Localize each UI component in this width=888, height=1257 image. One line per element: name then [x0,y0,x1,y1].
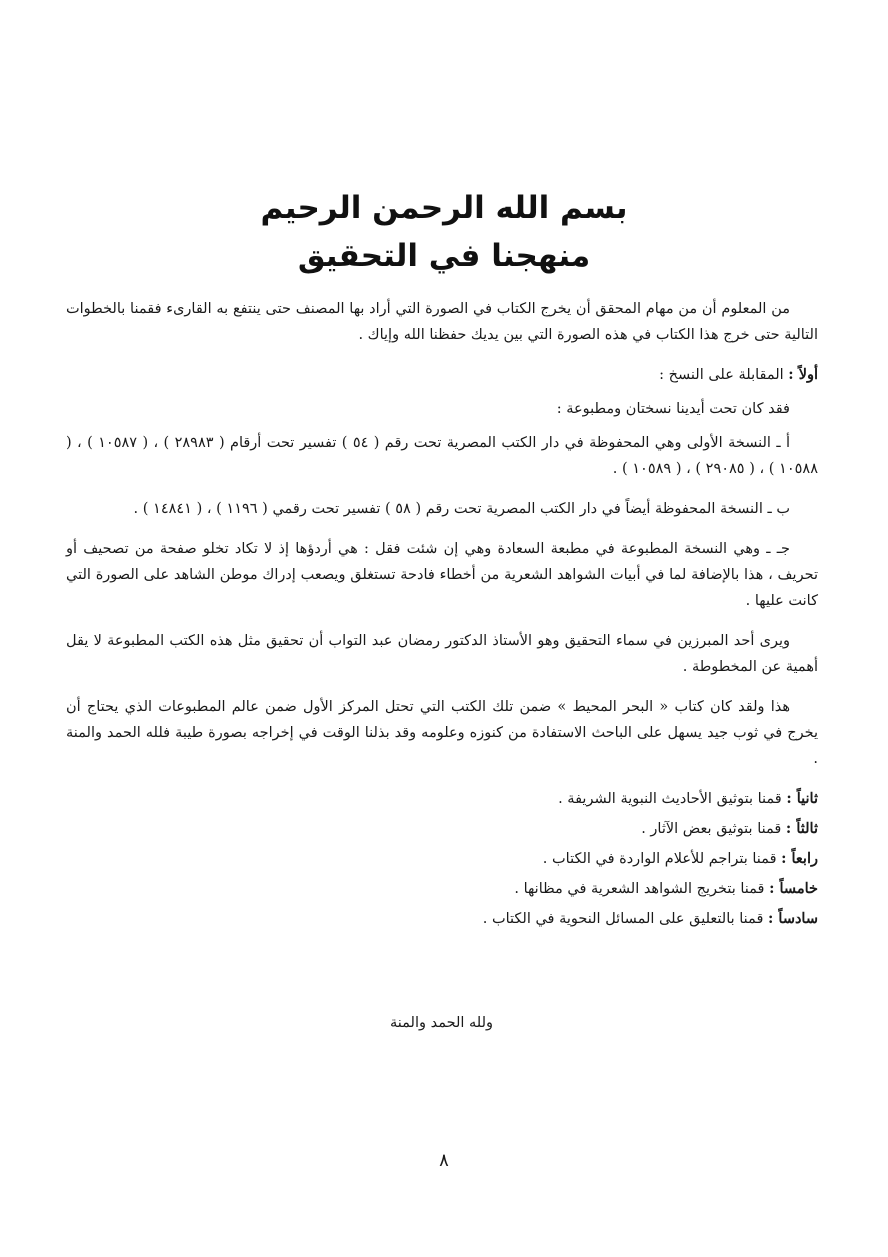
copies-intro: فقد كان تحت أيدينا نسختان ومطبوعة : [556,401,790,417]
basmala-heading: بسم الله الرحمن الرحيم [260,190,628,226]
first-step [66,362,818,388]
step-text: قمنا بتوثيق بعض الآثار . [641,821,782,837]
copy-a-paragraph: أ ـ النسخة الأولى وهي المحفوظة في دار الكتب المصرية تحت رقم ( ٥٤ ) تفسير تحت أرقام ( ٢٨٩٨٣ ) ، ( ١٠٥٨٧ ) ، ( ١٠٥٨٨ ) ، ( ٢٩٠٨٥ ) ، ( ١٠٥٨٩ ) . [66,435,818,477]
list-item [66,906,818,932]
bahr-paragraph: هذا ولقد كان كتاب « البحر المحيط » ضمن تلك الكتب التي تحتل المركز الأول ضمن عالم المطبوعات الذي يحتاج أن يخرج في ثوب جيد يسهل على الباحث الاستفادة من كنوزه وعلومه وقد بذلنا الوقت في إخراجه بصورة طيبة فلله الحمد والمنة . [66,699,818,767]
step-lead: سادساً : [768,910,818,927]
step-lead: خامساً : [769,880,818,897]
page-title: منهجنا في التحقيق [297,238,591,274]
list-item [66,816,818,842]
steps-list [66,786,818,932]
copy-b-paragraph: ب ـ النسخة المحفوظة أيضاً في دار الكتب المصرية تحت رقم ( ٥٨ ) تفسير تحت رقمي ( ١١٩٦ ) ، ( ١٤٨٤١ ) . [133,501,790,517]
page-number: ٨ [439,1150,449,1171]
first-step-text: المقابلة على النسخ : [659,367,784,383]
step-lead: ثالثاً : [785,820,818,837]
closing-line: ولله الحمد والمنة [390,1015,493,1031]
list-item [66,846,818,872]
body-text [66,296,818,936]
step-lead: رابعاً : [781,850,818,867]
step-lead: ثانياً : [786,790,818,807]
intro-paragraph: من المعلوم أن من مهام المحقق أن يخرج الكتاب في الصورة التي أراد بها المصنف حتى ينتفع به القارىء فقمنا بالخطوات التالية حتى خرج هذا الكتاب في هذه الصورة التي بين يديك حفظنا الله وإياك . [66,301,818,343]
step-text: قمنا بتراجم للأعلام الواردة في الكتاب . [542,851,777,867]
first-step-lead: أولاً : [788,366,818,383]
list-item [66,876,818,902]
list-item [66,786,818,812]
step-text: قمنا بتوثيق الأحاديث النبوية الشريفة . [558,791,782,807]
copy-c-paragraph: جـ ـ وهي النسخة المطبوعة في مطبعة السعادة وهي إن شئت فقل : هي أردؤها إذ لا تكاد تخلو صفحة من تصحيف أو تحريف ، هذا بالإضافة لما في أبيات الشواهد الشعرية من أخطاء فادحة تستغلق ويصعب إدراك موطن الشاهد على الصورة التي كانت عليها . [66,541,818,609]
step-text: قمنا بتخريج الشواهد الشعرية في مظانها . [514,881,765,897]
step-text: قمنا بالتعليق على المسائل النحوية في الكتاب . [482,911,764,927]
opinion-paragraph: ويرى أحد المبرزين في سماء التحقيق وهو الأستاذ الدكتور رمضان عبد التواب أن تحقيق مثل هذه الكتب المطبوعة لا يقل أهمية عن المخطوطة . [66,633,818,675]
